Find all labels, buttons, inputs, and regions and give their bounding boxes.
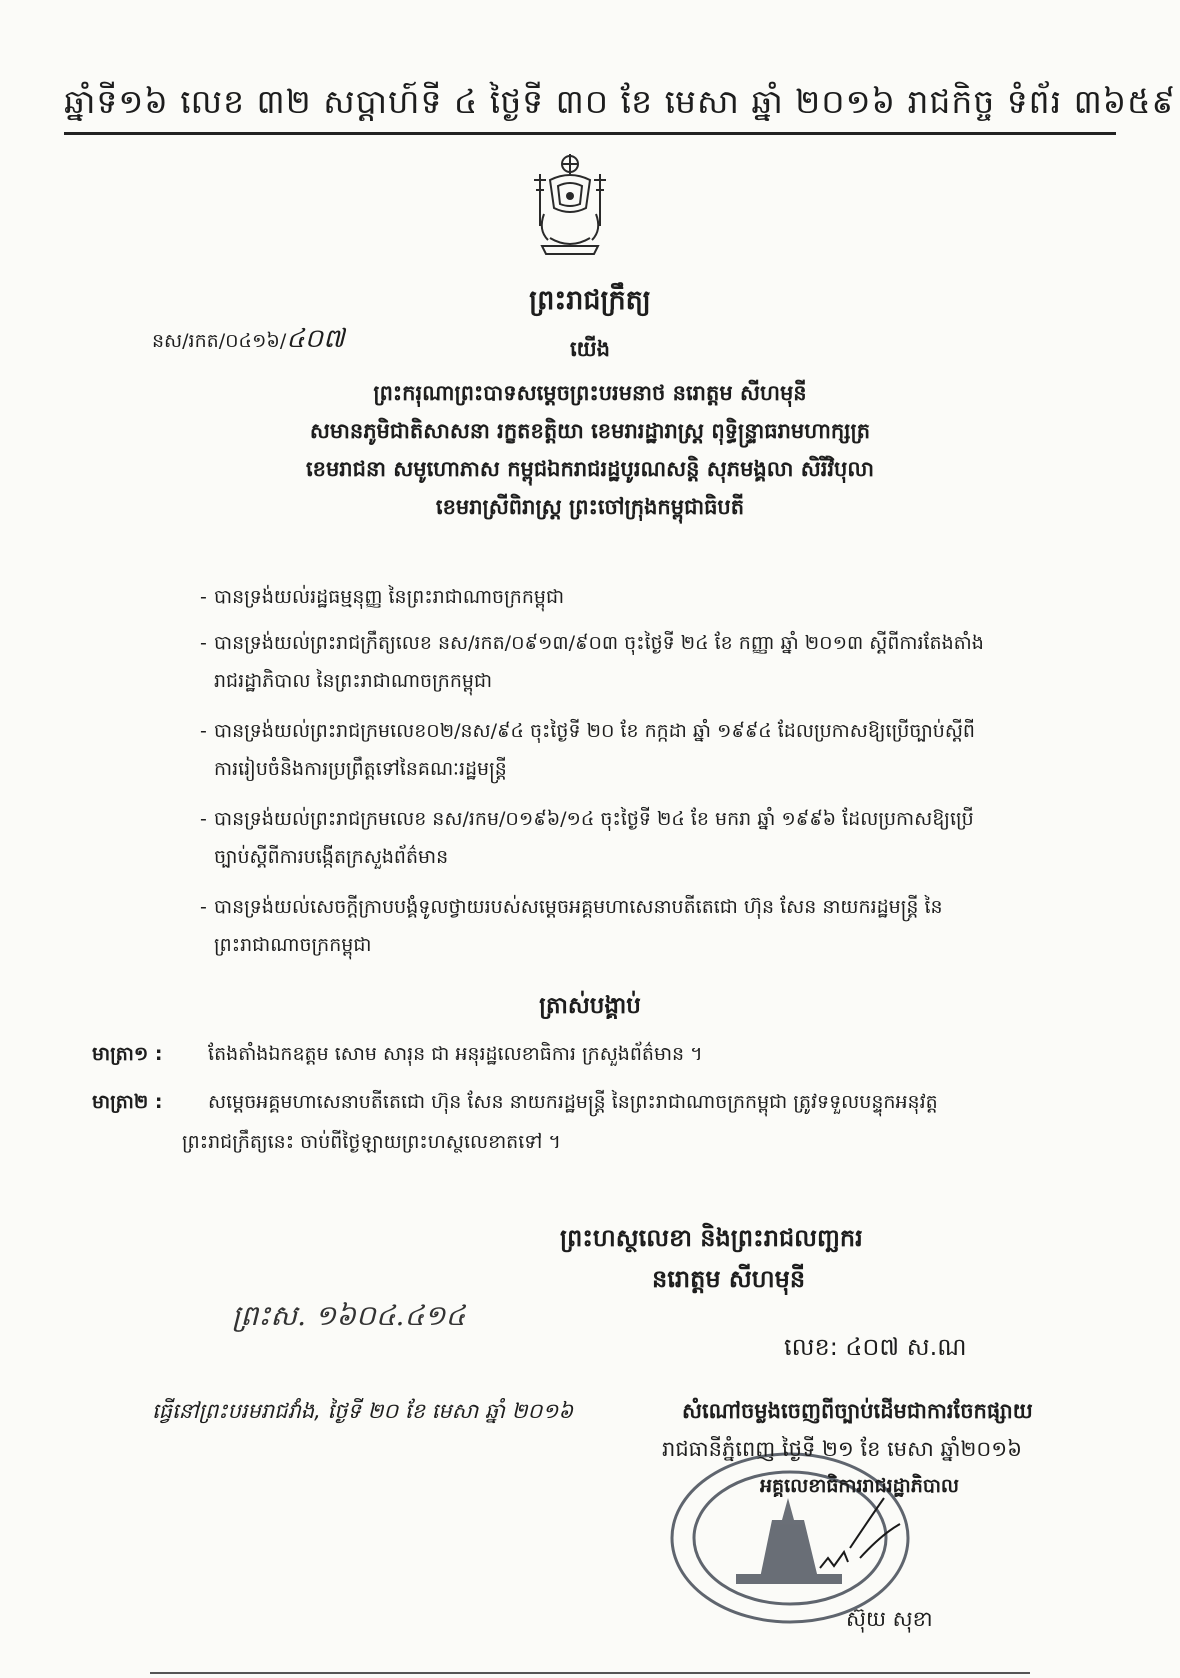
preamble-line: បានទ្រង់យល់សេចក្តីក្រាបបង្គំទូលថ្វាយរបស់សម្តេចអគ្គមហាសេនាបតីតេជោ ហ៊ុន សែន នាយករដ្ឋមន្ត្រី នៃ <box>214 896 943 918</box>
certification-line-3: អគ្គលេខាធិការរាជរដ្ឋាភិបាល <box>760 1475 959 1497</box>
reference-printed: នស/រកត/០៤១៦/ <box>152 330 287 352</box>
gazette-header-line: ឆ្នាំទី១៦ លេខ ៣២ សប្តាហ៍ទី ៤ ថ្ងៃទី ៣០ ខែ មេសា ឆ្នាំ ២០១៦ រាជកិច្ច ទំព័រ ៣៦៥៩ <box>64 82 1176 121</box>
certification-line-2: រាជធានីភ្នំពេញ ថ្ងៃទី ២១ ខែ មេសា ឆ្នាំ២០១៦ <box>662 1437 1022 1461</box>
royal-title-line-3: ខេមរាជនា សមូហោភាស កម្ពុជឯករាជរដ្ឋបូរណសន្តិ សុភមង្គលា សិរីវិបុលា <box>305 457 875 481</box>
decree-title: ព្រះរាជក្រឹត្យ <box>529 285 651 316</box>
article-label: មាត្រា១ : <box>92 1043 163 1065</box>
article-1 <box>92 1034 1052 1074</box>
handwritten-registration: ព្រះស. ១៦០៤.៤១៤ <box>232 1299 466 1332</box>
bottom-rule <box>150 1672 1030 1674</box>
royal-title-line-1: ព្រះករុណាព្រះបាទសម្តេចព្រះបរមនាថ នរោត្តម សីហមុនី <box>373 381 807 405</box>
preamble-line: បានទ្រង់យល់ព្រះរាជក្រមលេខ នស/រកម/០១៩៦/១៤ ចុះថ្ងៃទី ២៤ ខែ មករា ឆ្នាំ ១៩៩៦ ដែលប្រកាសឱ្យប្រើ <box>214 808 974 830</box>
preamble-item: - បានទ្រង់យល់សេចក្តីក្រាបបង្គំទូលថ្វាយរបស់សម្តេចអគ្គមហាសេនាបតីតេជោ ហ៊ុន សែន នាយករដ្ឋមន្ត្រី នៃ ព្រះរាជាណាចក្រកម្ពុជា <box>200 896 943 956</box>
preamble-line-cont: រាជរដ្ឋាភិបាល នៃព្រះរាជាណាចក្រកម្ពុជា <box>214 670 493 692</box>
signature-title: ព្រះហស្ថលេខា និងព្រះរាជលញ្ឆករ <box>560 1224 863 1252</box>
reference-handwritten: ៤០៧ <box>286 324 345 354</box>
royal-title-line-2: សមានភូមិជាតិសាសនា រក្ខតខត្តិយា ខេមរារដ្ឋារាស្ត្រ ពុទ្ធិន្ទ្រាធរាមហាក្សត្រ <box>309 419 871 443</box>
article-text-cont: ព្រះរាជក្រឹត្យនេះ ចាប់ពីថ្ងៃឡាយព្រះហស្ថលេខាតទៅ ។ <box>182 1131 561 1153</box>
preamble-line: បានទ្រង់យល់ព្រះរាជក្រឹត្យលេខ នស/រកត/០៩១៣/៩០៣ ចុះថ្ងៃទី ២៤ ខែ កញ្ញា ឆ្នាំ ២០១៣ ស្តីពីការតែងតាំង <box>214 632 984 654</box>
preamble-item: - បានទ្រង់យល់រដ្ឋធម្មនុញ្ញ នៃព្រះរាជាណាចក្រកម្ពុជា <box>200 586 565 608</box>
royal-title-line-4: ខេមរាស្រីពិរាស្ត្រ ព្រះចៅក្រុងកម្ពុជាធិបតី <box>435 495 745 519</box>
article-2 <box>92 1082 1052 1162</box>
preamble-line-cont: ការរៀបចំនិងការប្រព្រឹត្តទៅនៃគណៈរដ្ឋមន្ត្រី <box>214 758 507 780</box>
preamble-line-cont: ព្រះរាជាណាចក្រកម្ពុជា <box>214 934 372 956</box>
certification-line-1: សំណៅចម្លងចេញពីច្បាប់ដើមជាការចែកផ្សាយ <box>682 1399 1033 1423</box>
preamble-item: - បានទ្រង់យល់ព្រះរាជក្រឹត្យលេខ នស/រកត/០៩១៣/៩០៣ ចុះថ្ងៃទី ២៤ ខែ កញ្ញា ឆ្នាំ ២០១៣ ស្តីពីការតែងតាំង រាជរដ្ឋាភិបាល នៃព្រះរាជាណាចក្រកម្ពុជា <box>200 632 984 692</box>
preamble-item: - បានទ្រង់យល់ព្រះរាជក្រមលេខ០២/នស/៩៤ ចុះថ្ងៃទី ២០ ខែ កក្កដា ឆ្នាំ ១៩៩៤ ដែលប្រកាសឱ្យប្រើច្បាប់ស្តីពី ការរៀបចំនិងការប្រព្រឹត្តទៅនៃគណៈរដ្ឋមន្ត្រី <box>200 720 975 780</box>
article-label: មាត្រា២ : <box>92 1091 163 1113</box>
preamble-line: បានទ្រង់យល់ព្រះរាជក្រមលេខ០២/នស/៩៤ ចុះថ្ងៃទី ២០ ខែ កក្កដា ឆ្នាំ ១៩៩៤ ដែលប្រកាសឱ្យប្រើច្បាប់ស្តីពី <box>214 720 975 742</box>
we-heading: យើង <box>570 337 610 361</box>
preamble-line-cont: ច្បាប់ស្តីពីការបង្កើតក្រសួងព័ត៌មាន <box>214 846 449 868</box>
article-text: សម្តេចអគ្គមហាសេនាបតីតេជោ ហ៊ុន សែន នាយករដ្ឋមន្ត្រី នៃព្រះរាជាណាចក្រកម្ពុជា ត្រូវទទួលបន្ទុកអនុវត្ត <box>208 1091 938 1113</box>
preamble-item: - បានទ្រង់យល់ព្រះរាជក្រមលេខ នស/រកម/០១៩៦/១៤ ចុះថ្ងៃទី ២៤ ខែ មករា ឆ្នាំ ១៩៩៦ ដែលប្រកាសឱ្យប្រើ ច្បាប់ស្តីពីការបង្កើតក្រសួងព័ត៌មាន <box>200 808 974 868</box>
article-text: តែងតាំងឯកឧត្តម សោម សារុន ជា អនុរដ្ឋលេខាធិការ ក្រសួងព័ត៌មាន ។ <box>208 1043 703 1065</box>
royal-emblem-icon <box>520 150 620 262</box>
preamble-line: បានទ្រង់យល់រដ្ឋធម្មនុញ្ញ នៃព្រះរាជាណាចក្រកម្ពុជា <box>214 586 565 608</box>
certifier-name: ស៊ុយ សុខា <box>846 1607 933 1631</box>
signature-name: នរោត្តម សីហមុនី <box>652 1265 806 1293</box>
order-heading: ត្រាស់បង្គាប់ <box>539 993 641 1019</box>
copy-number: លេខ: ៤០៧ ស.ណ <box>784 1333 967 1361</box>
header-rule <box>64 132 1116 135</box>
place-and-date: ធ្វើនៅព្រះបរមរាជវាំង, ថ្ងៃទី ២០ ខែ មេសា ឆ្នាំ ២០១៦ <box>152 1399 574 1423</box>
